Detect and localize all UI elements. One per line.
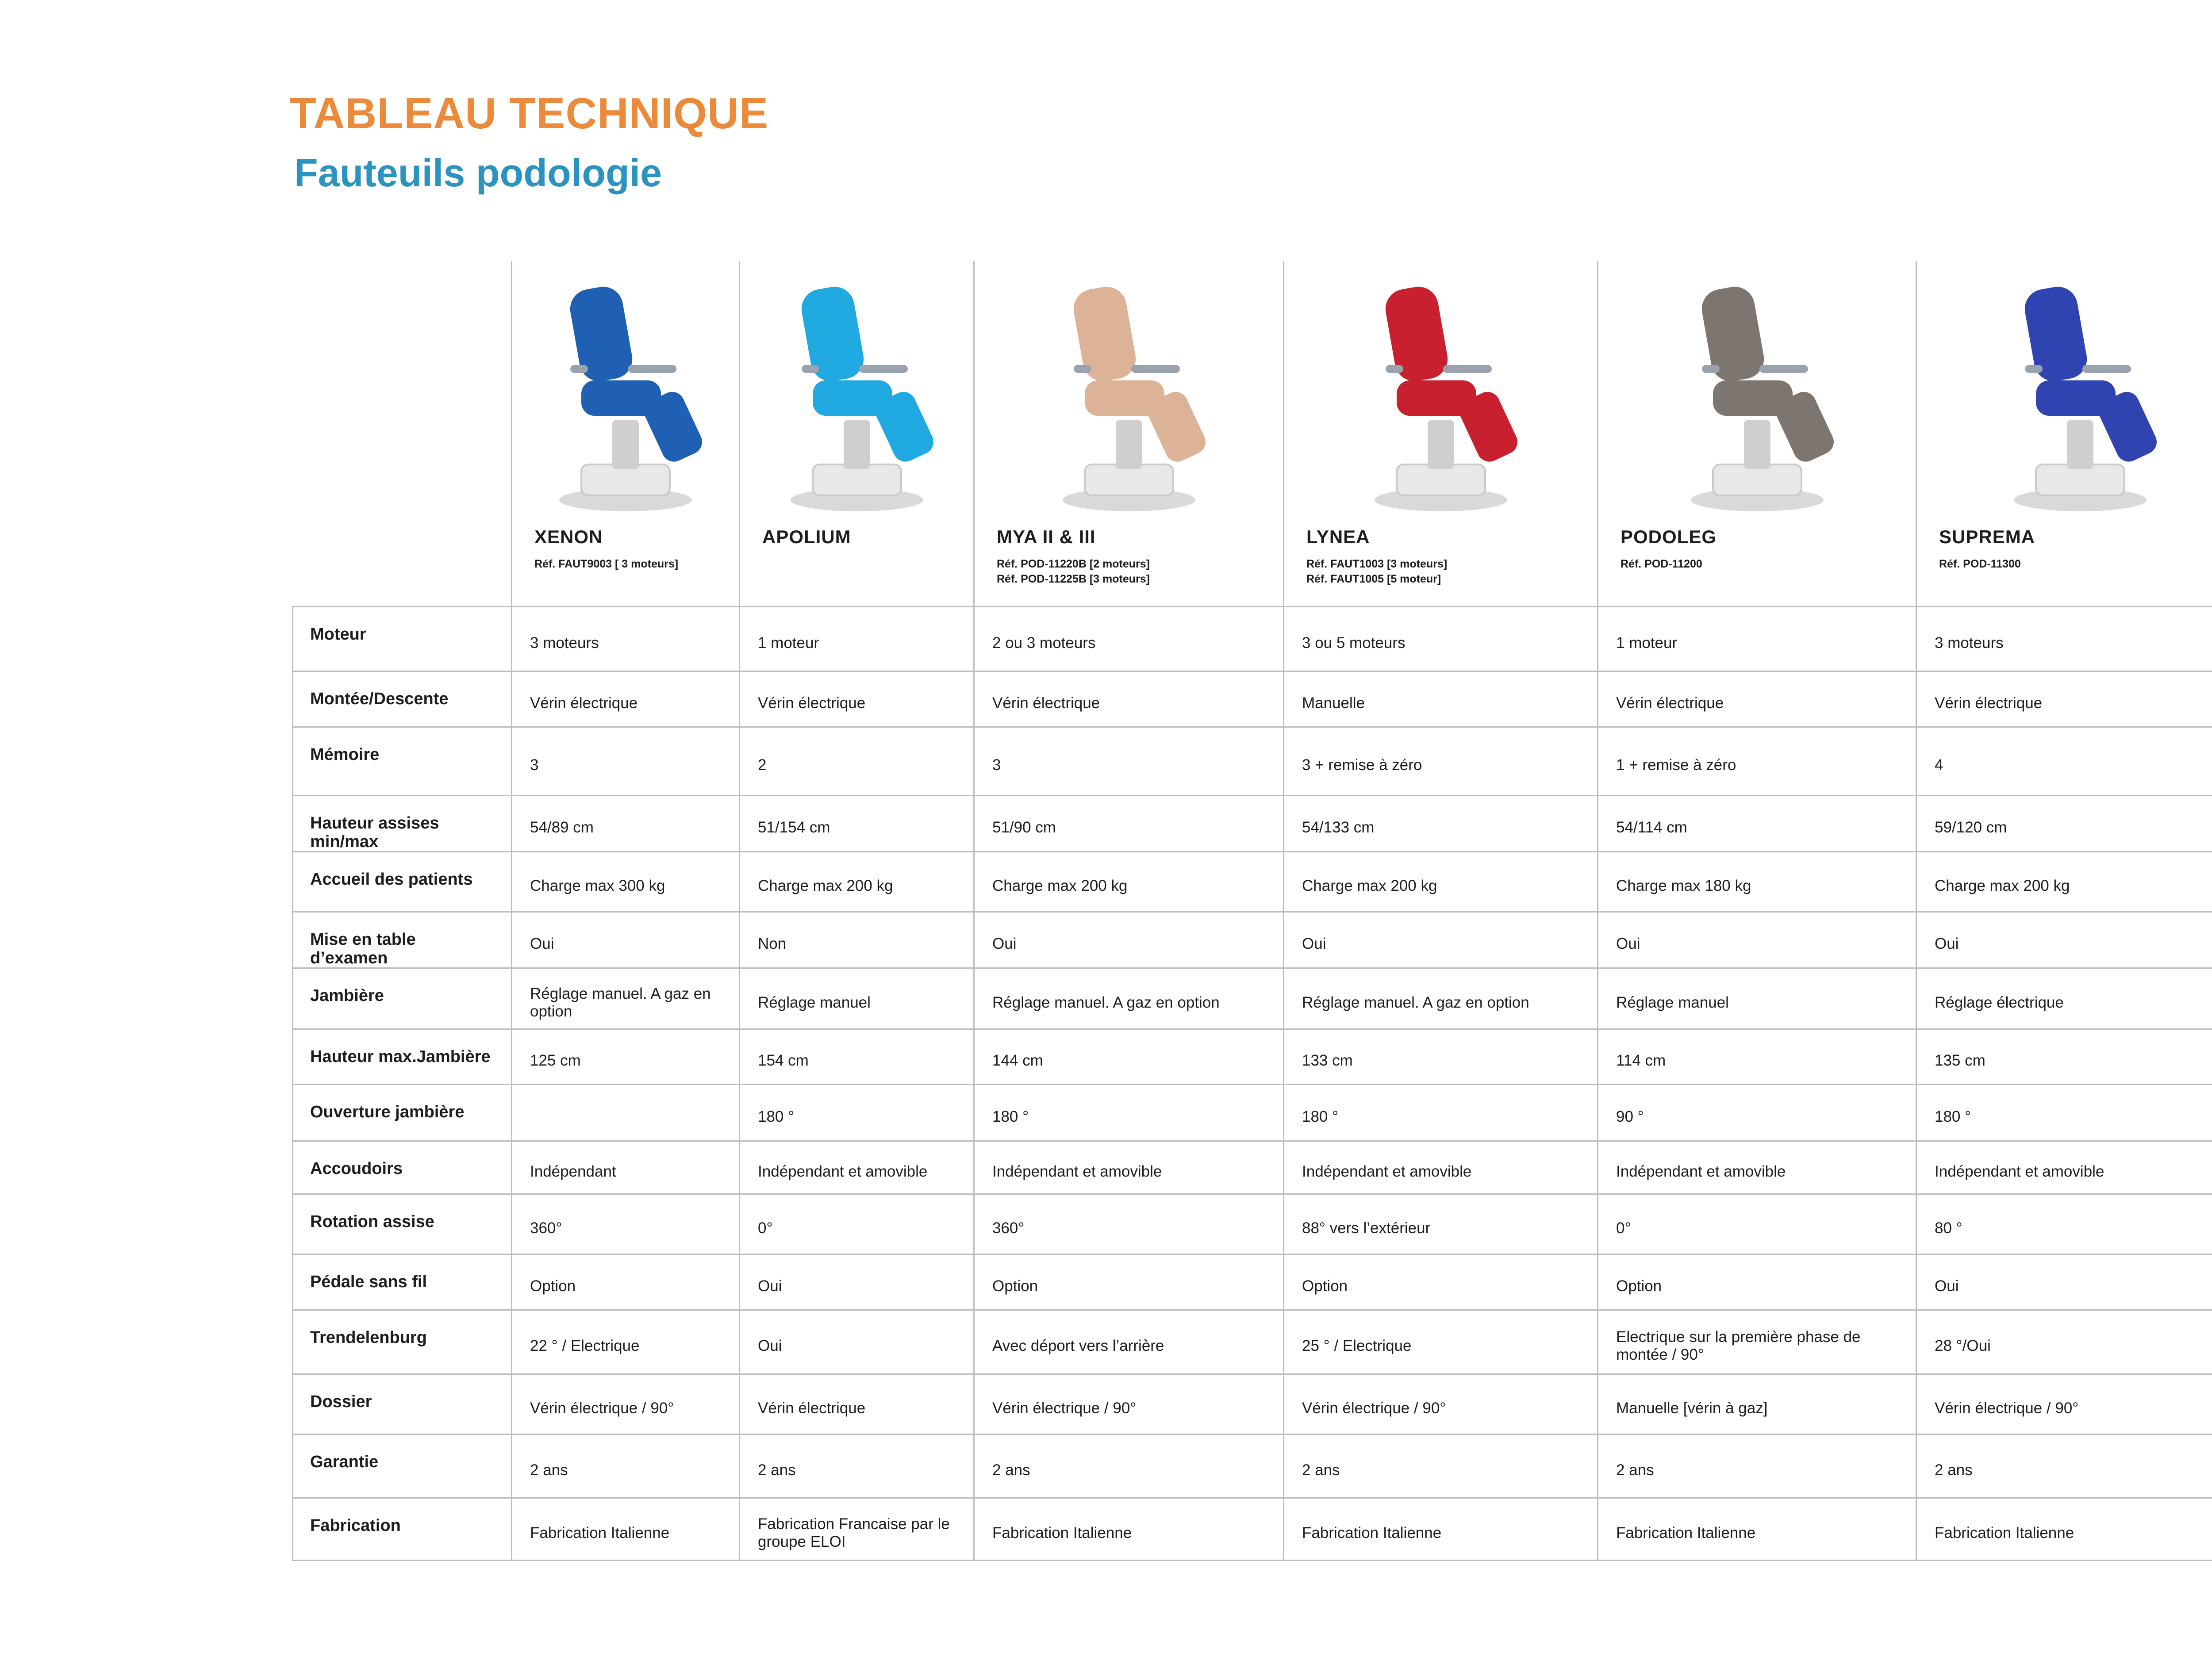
table-cell: 59/120 cm xyxy=(1916,796,2212,852)
table-cell: 180 ° xyxy=(974,1085,1284,1141)
product-reference xyxy=(534,556,678,571)
royal-blue-podiatry-chair-icon xyxy=(1987,270,2173,518)
product-reference-line: Réf. FAUT9003 [ 3 moteurs] xyxy=(534,558,679,570)
product-header-cell xyxy=(740,261,974,607)
table-cell: Oui xyxy=(512,912,740,968)
table-cell: Charge max 200 kg xyxy=(1916,852,2212,912)
table-cell: 180 ° xyxy=(1916,1085,2212,1141)
table-cell: 2 ans xyxy=(1284,1434,1598,1498)
product-header-cell xyxy=(1916,261,2212,607)
table-row xyxy=(293,1029,2212,1085)
product-reference-line: Réf. FAUT1005 [5 moteur] xyxy=(1306,573,1441,585)
table-cell: Indépendant et amovible xyxy=(1598,1141,1916,1194)
table-row xyxy=(293,607,2212,671)
table-cell: Fabrication Italienne xyxy=(1598,1498,1916,1561)
table-row xyxy=(293,852,2212,912)
table-cell: 125 cm xyxy=(512,1029,740,1085)
product-reference-line: Réf. POD-11225B [3 moteurs] xyxy=(997,573,1150,585)
product-name: XENON xyxy=(534,526,603,547)
table-cell: Vérin électrique / 90° xyxy=(1916,1374,2212,1434)
product-name: LYNEA xyxy=(1306,526,1370,547)
table-row xyxy=(293,671,2212,727)
table-cell: 0° xyxy=(1598,1194,1916,1254)
table-row xyxy=(293,1374,2212,1434)
table-cell: 54/114 cm xyxy=(1598,796,1916,852)
product-header-cell xyxy=(1598,261,1916,607)
table-cell: Avec déport vers l’arrière xyxy=(974,1310,1284,1374)
header-corner-cell xyxy=(293,261,512,607)
table-cell: Vérin électrique / 90° xyxy=(512,1374,740,1434)
table-cell: 2 xyxy=(740,727,974,796)
page-subtitle: Fauteuils podologie xyxy=(294,151,662,195)
row-label: Mise en table d’examen xyxy=(293,912,512,968)
table-cell: Option xyxy=(1284,1254,1598,1310)
product-name: PODOLEG xyxy=(1621,526,1717,547)
table-cell: Réglage manuel. A gaz en option xyxy=(974,968,1284,1029)
product-name: APOLIUM xyxy=(762,526,851,547)
product-header-row xyxy=(293,261,2212,607)
table-cell: 22 ° / Electrique xyxy=(512,1310,740,1374)
table-cell: Oui xyxy=(740,1310,974,1374)
table-cell: 80 ° xyxy=(1916,1194,2212,1254)
product-header-cell xyxy=(974,261,1284,607)
table-cell: Option xyxy=(512,1254,740,1310)
table-cell: 180 ° xyxy=(740,1085,974,1141)
grey-podiatry-chair-icon xyxy=(1664,270,1850,518)
table-cell: 133 cm xyxy=(1284,1029,1598,1085)
table-cell: 180 ° xyxy=(1284,1085,1598,1141)
table-cell: Charge max 200 kg xyxy=(740,852,974,912)
table-cell: 360° xyxy=(512,1194,740,1254)
table-cell: 90 ° xyxy=(1598,1085,1916,1141)
spec-sheet xyxy=(292,261,2212,1553)
table-cell: Fabrication Italienne xyxy=(974,1498,1284,1561)
light-blue-podiatry-chair-icon xyxy=(764,270,950,518)
table-row xyxy=(293,1310,2212,1374)
table-cell: Réglage manuel xyxy=(740,968,974,1029)
table-cell: Vérin électrique xyxy=(1916,671,2212,727)
table-cell: Oui xyxy=(1598,912,1916,968)
table-cell: 3 moteurs xyxy=(512,607,740,671)
table-cell: 3 xyxy=(974,727,1284,796)
row-label: Moteur xyxy=(293,607,512,671)
table-row xyxy=(293,727,2212,796)
row-label: Ouverture jambière xyxy=(293,1085,512,1141)
beige-podiatry-chair-icon xyxy=(1036,270,1222,518)
table-cell: 3 moteurs xyxy=(1916,607,2212,671)
table-row xyxy=(293,1498,2212,1561)
red-white-podiatry-chair-icon xyxy=(1348,270,1534,518)
table-cell: 1 moteur xyxy=(1598,607,1916,671)
product-name: SUPREMA xyxy=(1939,526,2035,547)
table-cell: Vérin électrique / 90° xyxy=(1284,1374,1598,1434)
table-cell: 4 xyxy=(1916,727,2212,796)
table-cell: 2 ans xyxy=(740,1434,974,1498)
product-header-cell xyxy=(512,261,740,607)
table-cell: Indépendant xyxy=(512,1141,740,1194)
table-cell: 54/89 cm xyxy=(512,796,740,852)
table-cell: Réglage manuel xyxy=(1598,968,1916,1029)
row-label: Jambière xyxy=(293,968,512,1029)
row-label: Fabrication xyxy=(293,1498,512,1561)
row-label: Accoudoirs xyxy=(293,1141,512,1194)
table-cell: Réglage électrique xyxy=(1916,968,2212,1029)
product-reference xyxy=(1306,556,1447,587)
blue-podiatry-chair-icon xyxy=(533,270,718,518)
table-cell: Charge max 300 kg xyxy=(512,852,740,912)
table-cell: 2 ans xyxy=(974,1434,1284,1498)
table-cell: 154 cm xyxy=(740,1029,974,1085)
table-cell: 51/154 cm xyxy=(740,796,974,852)
row-label: Dossier xyxy=(293,1374,512,1434)
table-row xyxy=(293,1085,2212,1141)
table-cell: 54/133 cm xyxy=(1284,796,1598,852)
table-cell: Vérin électrique xyxy=(1598,671,1916,727)
table-cell: 135 cm xyxy=(1916,1029,2212,1085)
table-cell: 28 °/Oui xyxy=(1916,1310,2212,1374)
product-header-cell xyxy=(1284,261,1598,607)
table-cell: Non xyxy=(740,912,974,968)
table-row xyxy=(293,1434,2212,1498)
table-cell: Vérin électrique xyxy=(512,671,740,727)
table-cell: Fabrication Italienne xyxy=(512,1498,740,1561)
product-reference xyxy=(1621,556,1702,571)
table-cell: 51/90 cm xyxy=(974,796,1284,852)
row-label: Pédale sans fil xyxy=(293,1254,512,1310)
table-cell: Vérin électrique xyxy=(740,671,974,727)
table-cell: Manuelle xyxy=(1284,671,1598,727)
table-cell: 3 xyxy=(512,727,740,796)
table-cell: Vérin électrique xyxy=(740,1374,974,1434)
table-cell: 1 moteur xyxy=(740,607,974,671)
row-label: Rotation assise xyxy=(293,1194,512,1254)
table-cell: Vérin électrique / 90° xyxy=(974,1374,1284,1434)
table-cell: 2 ans xyxy=(1598,1434,1916,1498)
table-cell: Option xyxy=(1598,1254,1916,1310)
product-reference xyxy=(997,556,1150,587)
table-cell: Option xyxy=(974,1254,1284,1310)
table-cell: Indépendant et amovible xyxy=(974,1141,1284,1194)
product-reference-line: Réf. POD-11200 xyxy=(1621,558,1702,570)
table-cell: Fabrication Italienne xyxy=(1284,1498,1598,1561)
table-row xyxy=(293,1194,2212,1254)
table-cell: 144 cm xyxy=(974,1029,1284,1085)
table-cell: Réglage manuel. A gaz en option xyxy=(512,968,740,1029)
row-label: Mémoire xyxy=(293,727,512,796)
table-cell: 1 + remise à zéro xyxy=(1598,727,1916,796)
table-cell: Charge max 180 kg xyxy=(1598,852,1916,912)
table-cell: 2 ans xyxy=(512,1434,740,1498)
table-cell: Electrique sur la première phase de montée / 90° xyxy=(1598,1310,1916,1374)
table-cell: 3 + remise à zéro xyxy=(1284,727,1598,796)
page-title: TABLEAU TECHNIQUE xyxy=(290,89,769,138)
table-cell: Oui xyxy=(740,1254,974,1310)
table-cell: 360° xyxy=(974,1194,1284,1254)
table-cell: Oui xyxy=(974,912,1284,968)
table-cell: 0° xyxy=(740,1194,974,1254)
row-label: Hauteur max.Jambière xyxy=(293,1029,512,1085)
table-cell: Fabrication Francaise par le groupe ELOI xyxy=(740,1498,974,1561)
table-cell: Indépendant et amovible xyxy=(1916,1141,2212,1194)
table-cell: 25 ° / Electrique xyxy=(1284,1310,1598,1374)
table-cell: Indépendant et amovible xyxy=(1284,1141,1598,1194)
table-row xyxy=(293,912,2212,968)
table-cell: 2 ou 3 moteurs xyxy=(974,607,1284,671)
row-label: Accueil des patients xyxy=(293,852,512,912)
row-label: Montée/Descente xyxy=(293,671,512,727)
table-row xyxy=(293,1141,2212,1194)
table-row xyxy=(293,968,2212,1029)
table-cell: Manuelle [vérin à gaz] xyxy=(1598,1374,1916,1434)
table-cell: Charge max 200 kg xyxy=(974,852,1284,912)
table-cell xyxy=(512,1085,740,1141)
table-cell: Oui xyxy=(1916,1254,2212,1310)
table-cell: Fabrication Italienne xyxy=(1916,1498,2212,1561)
table-cell: Oui xyxy=(1284,912,1598,968)
product-reference-line: Réf. POD-11220B [2 moteurs] xyxy=(997,558,1150,570)
product-reference-line: Réf. POD-11300 xyxy=(1939,558,2021,570)
row-label: Garantie xyxy=(293,1434,512,1498)
product-name: MYA II & III xyxy=(997,526,1096,547)
table-row xyxy=(293,796,2212,852)
row-label: Trendelenburg xyxy=(293,1310,512,1374)
table-cell: 3 ou 5 moteurs xyxy=(1284,607,1598,671)
row-label: Hauteur assises min/max xyxy=(293,796,512,852)
table-cell: 2 ans xyxy=(1916,1434,2212,1498)
table-cell: Vérin électrique xyxy=(974,671,1284,727)
table-cell: Charge max 200 kg xyxy=(1284,852,1598,912)
product-reference-line: Réf. FAUT1003 [3 moteurs] xyxy=(1306,558,1448,570)
table-cell: Indépendant et amovible xyxy=(740,1141,974,1194)
table-cell: Oui xyxy=(1916,912,2212,968)
table-row xyxy=(293,1254,2212,1310)
product-reference xyxy=(1939,556,2021,571)
table-cell: 88° vers l’extérieur xyxy=(1284,1194,1598,1254)
table-cell: Réglage manuel. A gaz en option xyxy=(1284,968,1598,1029)
comparison-table xyxy=(292,261,2212,1561)
table-cell: 114 cm xyxy=(1598,1029,1916,1085)
